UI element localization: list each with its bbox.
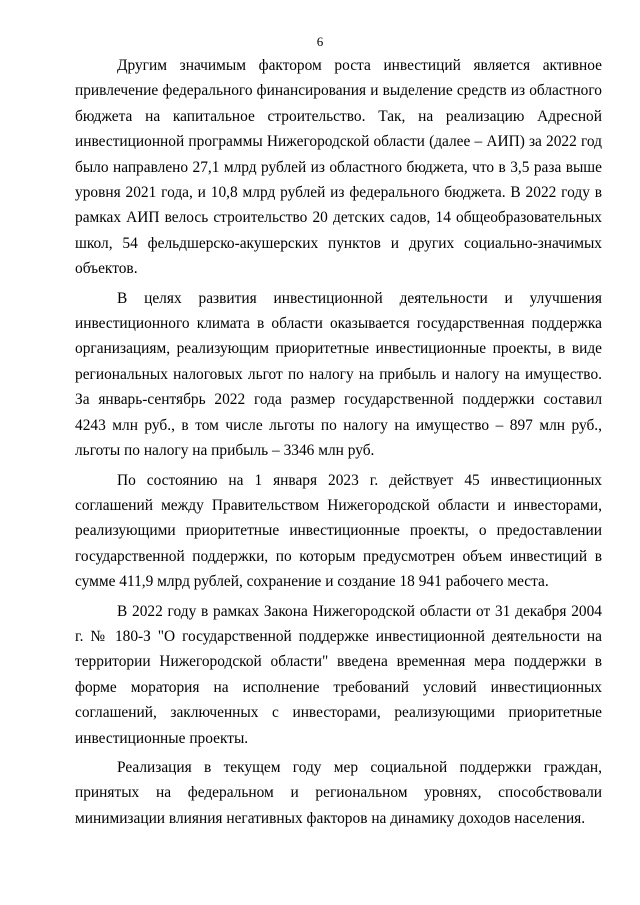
paragraph-social-support: Реализация в текущем году мер социальной поддержки граждан, принятых на федеральном и региональном уровнях, способствовали минимизации влияния негативных факторов на динамику доходов населения. bbox=[75, 758, 602, 827]
paragraph-moratorium: В 2022 году в рамках Закона Нижегородской области от 31 декабря 2004 г. № 180-З "О государственной поддержке инвестиционной деятельности на территории Нижегородской области" введена временная мера поддержки в форме моратория на исполнение требований условий инвестиционных соглашений, заключенных с инвесторами, реализующими приоритетные инвестиционные проекты. bbox=[75, 602, 602, 747]
paragraph-state-support: В целях развития инвестиционной деятельности и улучшения инвестиционного климата в области оказывается государственная поддержка организациям, реализующим приоритетные инвестиционные проекты, в виде региональных налоговых льгот по налогу на прибыль и налогу на имущество. За январь-сентябрь 2022 года размер государственной поддержки составил 4243 млн руб., в том числе льготы по налогу на имущество – 897 млн руб., льготы по налогу на прибыль – 3346 млн руб. bbox=[75, 289, 602, 460]
page-number: 6 bbox=[316, 34, 324, 49]
document-body bbox=[75, 53, 602, 831]
paragraph-investment-agreements: По состоянию на 1 января 2023 г. действует 45 инвестиционных соглашений между Правительством Нижегородской области и инвесторами, реализующими приоритетные инвестиционные проекты, о предоставлении государственной поддержки, по которым предусмотрен объем инвестиций в сумме 411,9 млрд рублей, сохранение и создание 18 941 рабочего места. bbox=[75, 471, 602, 591]
paragraph-federal-financing: Другим значимым фактором роста инвестиций является активное привлечение федерального финансирования и выделение средств из областного бюджета на капитальное строительство. Так, на реализацию Адресной инвестиционной программы Нижегородской области (далее – АИП) за 2022 год было направлено 27,1 млрд рублей из областного бюджета, что в 3,5 раза выше уровня 2021 года, и 10,8 млрд рублей из федерального бюджета. В 2022 году в рамках АИП велось строительство 20 детских садов, 14 общеобразовательных школ, 54 фельдшерско-акушерских пунктов и других социально-значимых объектов. bbox=[75, 57, 602, 278]
